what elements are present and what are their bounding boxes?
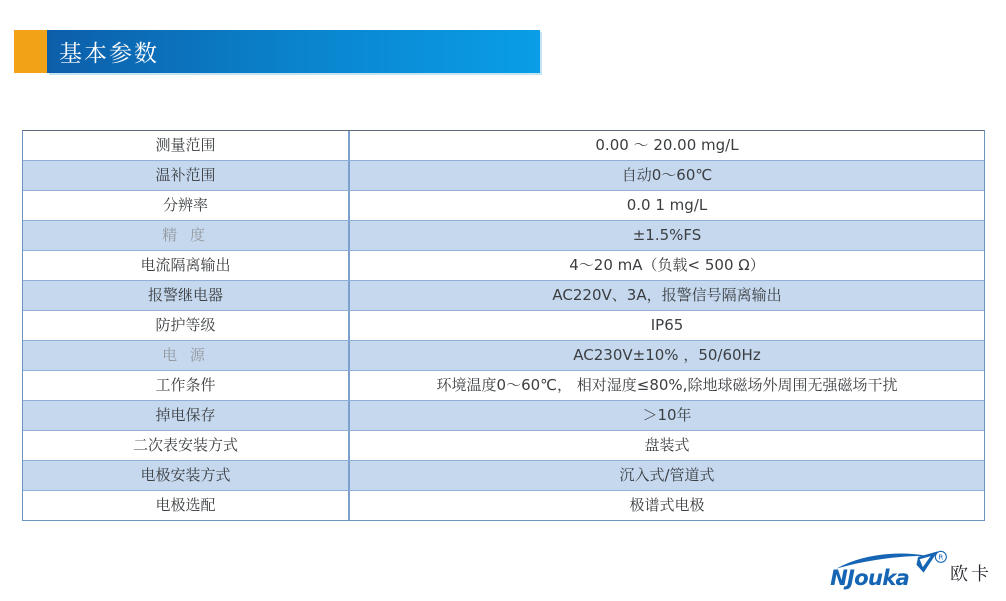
param-value: IP65 — [650, 316, 684, 334]
table-row — [23, 280, 984, 310]
param-value: ＞10年 — [642, 406, 692, 424]
param-value: AC230V±10% ，50/60Hz — [573, 346, 761, 364]
param-label: 防护等级 — [23, 311, 350, 340]
param-label: 电流隔离输出 — [23, 251, 350, 280]
registered-mark: R — [938, 552, 944, 562]
param-value: 4～20 mA（负载< 500 Ω） — [569, 256, 765, 274]
table-row — [23, 220, 984, 250]
param-label: 精 度 — [23, 221, 350, 250]
table-row — [23, 190, 984, 220]
param-label: 分辨率 — [23, 191, 350, 220]
company-logo — [830, 549, 992, 593]
param-label: 电极安装方式 — [23, 461, 350, 490]
table-row — [23, 131, 984, 160]
param-value: 0.00 ～ 20.00 mg/L — [595, 136, 739, 154]
table-row — [23, 160, 984, 190]
param-value: ±1.5%FS — [632, 226, 702, 244]
parameters-table — [22, 130, 985, 521]
param-value: 极谱式电极 — [629, 496, 705, 514]
param-label: 报警继电器 — [23, 281, 350, 310]
param-label: 电 源 — [23, 341, 350, 370]
param-label: 二次表安装方式 — [23, 431, 350, 460]
brand-text: NJouka — [830, 566, 910, 592]
param-value: 沉入式/管道式 — [619, 466, 715, 484]
njouka-brand-icon — [830, 549, 948, 593]
section-header — [14, 30, 540, 73]
param-label: 测量范围 — [23, 131, 350, 160]
table-row — [23, 490, 984, 520]
param-label: 掉电保存 — [23, 401, 350, 430]
param-label: 温补范围 — [23, 161, 350, 190]
param-value: 环境温度0～60℃， 相对湿度≤80%,除地球磁场外周围无强磁场干扰 — [436, 376, 898, 394]
table-row — [23, 400, 984, 430]
page-title: 基本参数 — [59, 41, 159, 67]
table-row — [23, 460, 984, 490]
table-row — [23, 250, 984, 280]
param-value: 0.0 1 mg/L — [626, 196, 708, 214]
table-row — [23, 340, 984, 370]
param-value: 盘装式 — [644, 436, 690, 454]
title-bar — [47, 30, 540, 73]
table-row — [23, 430, 984, 460]
brand-name-cn: 欧卡 — [950, 564, 992, 585]
accent-block — [14, 30, 47, 73]
table-row — [23, 310, 984, 340]
param-label: 电极选配 — [23, 491, 350, 520]
table-row — [23, 370, 984, 400]
param-value: 自动0～60℃ — [621, 166, 713, 184]
param-value: AC220V、3A，报警信号隔离输出 — [552, 286, 782, 304]
param-label: 工作条件 — [23, 371, 350, 400]
